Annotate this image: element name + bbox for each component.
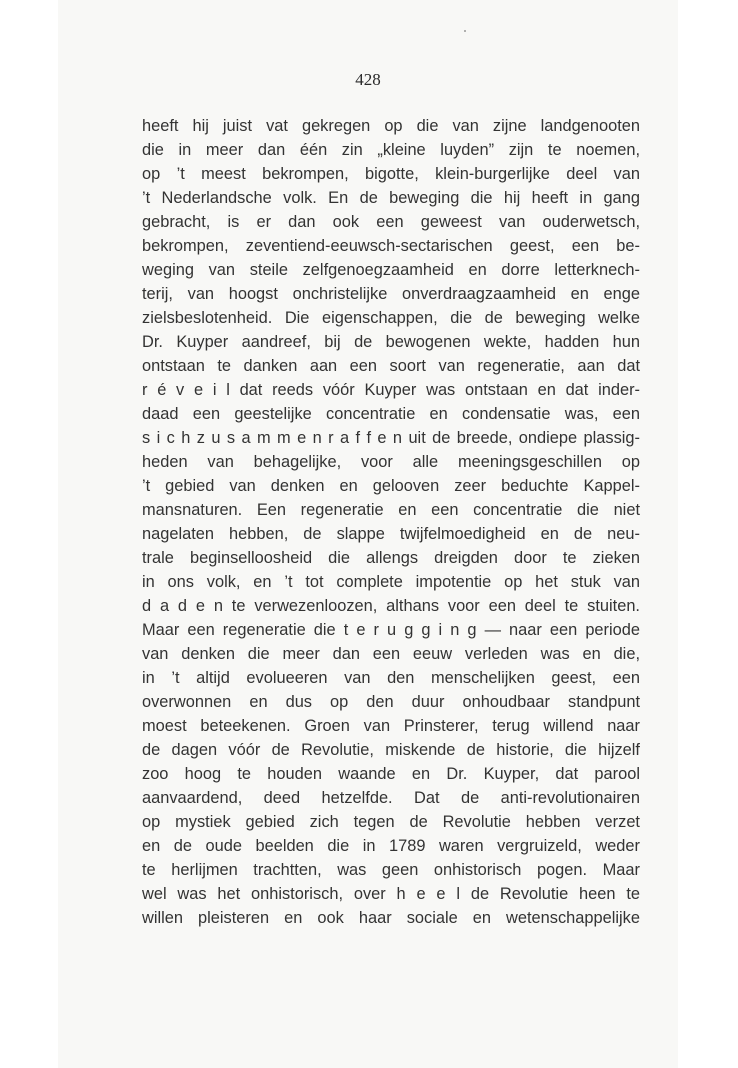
text-line: daad een geestelijke concentratie en condensatie was, een bbox=[142, 405, 640, 423]
page-number: 428 bbox=[355, 70, 381, 89]
text-line: wel was het onhistorisch, over h e e l de Revolutie heen te bbox=[142, 885, 640, 903]
text-line: ’t Nederlandsche volk. En de beweging die hij heeft in gang bbox=[142, 189, 640, 207]
text-line: nagelaten hebben, de slappe twijfelmoedigheid en de neu- bbox=[142, 525, 640, 543]
text-line: terij, van hoogst onchristelijke onverdraagzaamheid en enge bbox=[142, 285, 640, 303]
text-line: d a d e n te verwezenloozen, althans voor een deel te stuiten. bbox=[142, 597, 640, 615]
text-line: zielsbeslotenheid. Die eigenschappen, die de beweging welke bbox=[142, 309, 640, 327]
text-line: gebracht, is er dan ook een geweest van ouderwetsch, bbox=[142, 213, 640, 231]
text-line: op mystiek gebied zich tegen de Revolutie hebben verzet bbox=[142, 813, 640, 831]
text-line: s i c h z u s a m m e n r a f f e n uit de breede, ondiepe plassig- bbox=[142, 429, 640, 447]
text-line: ontstaan te danken aan een soort van regeneratie, aan dat bbox=[142, 357, 640, 375]
text-line: in ons volk, en ’t tot complete impotentie op het stuk van bbox=[142, 573, 640, 591]
text-line: heden van behagelijke, voor alle meeningsgeschillen op bbox=[142, 453, 640, 471]
text-line: in ’t altijd evolueeren van den menschelijken geest, een bbox=[142, 669, 640, 687]
text-line: aanvaardend, deed hetzelfde. Dat de anti-revolutionairen bbox=[142, 789, 640, 807]
text-line: ’t gebied van denken en gelooven zeer beduchte Kappel- bbox=[142, 477, 640, 495]
text-line: Dr. Kuyper aandreef, bij de bewogenen wekte, hadden hun bbox=[142, 333, 640, 351]
text-line: zoo hoog te houden waande en Dr. Kuyper, dat parool bbox=[142, 765, 640, 783]
book-page bbox=[58, 0, 678, 1068]
paper-speck bbox=[464, 30, 466, 32]
text-line: en de oude beelden die in 1789 waren vergruizeld, weder bbox=[142, 837, 640, 855]
text-line: trale beginselloosheid die allengs dreigden door te zieken bbox=[142, 549, 640, 567]
text-line: overwonnen en dus op den duur onhoudbaar standpunt bbox=[142, 693, 640, 711]
text-line: die in meer dan één zin „kleine luyden” zijn te noemen, bbox=[142, 141, 640, 159]
text-line: te herlijmen trachtten, was geen onhistorisch pogen. Maar bbox=[142, 861, 640, 879]
text-line: mansnaturen. Een regeneratie en een concentratie die niet bbox=[142, 501, 640, 519]
text-line: van denken die meer dan een eeuw verleden was en die, bbox=[142, 645, 640, 663]
body-text bbox=[142, 114, 640, 930]
text-line: heeft hij juist vat gekregen op die van zijne landgenooten bbox=[142, 117, 640, 135]
text-line: r é v e i l dat reeds vóór Kuyper was ontstaan en dat inder- bbox=[142, 381, 640, 399]
text-line: Maar een regeneratie die t e r u g g i n g — naar een periode bbox=[142, 621, 640, 639]
text-line: de dagen vóór de Revolutie, miskende de historie, die hijzelf bbox=[142, 741, 640, 759]
text-line: willen pleisteren en ook haar sociale en wetenschappelijke bbox=[142, 909, 640, 927]
text-line: weging van steile zelfgenoegzaamheid en dorre letterknech- bbox=[142, 261, 640, 279]
text-line: op ’t meest bekrompen, bigotte, klein-burgerlijke deel van bbox=[142, 165, 640, 183]
text-line: bekrompen, zeventiend-eeuwsch-sectarischen geest, een be- bbox=[142, 237, 640, 255]
text-line: moest beteekenen. Groen van Prinsterer, terug willend naar bbox=[142, 717, 640, 735]
